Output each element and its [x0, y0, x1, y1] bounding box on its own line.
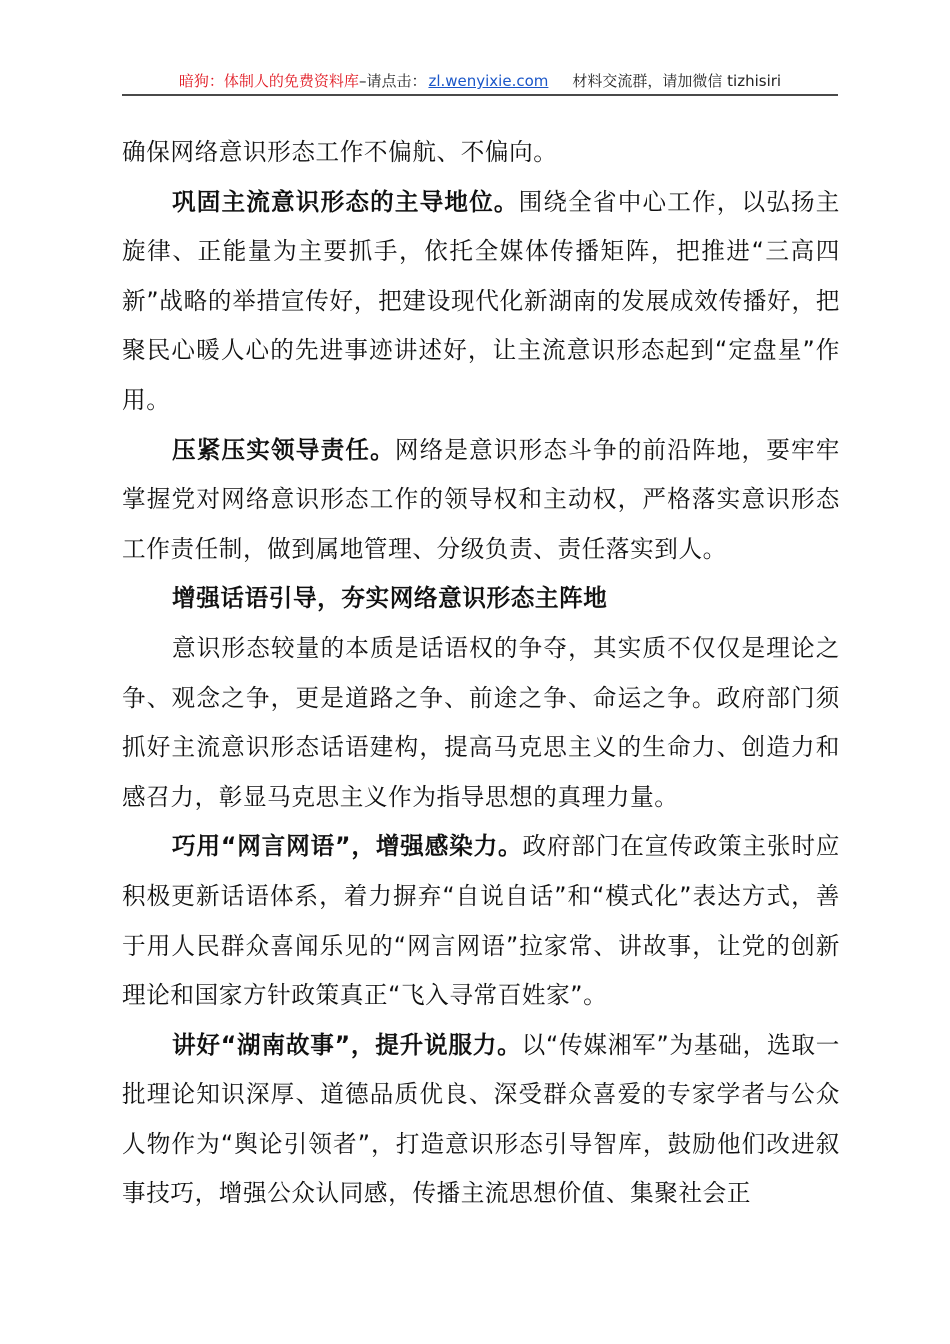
section-heading [122, 574, 840, 624]
paragraph-lead: 压紧压实领导责任。 [172, 435, 395, 464]
paragraph-text: 围绕全省中心工作，以弘扬主旋律、正能量为主要抓手，依托全媒体传播矩阵，把推进“三高四新”战略的举措宣传好，把建设现代化新湖南的发展成效传播好，把聚民心暖人心的先进事迹讲述好，让主流意识形态起到“定盘星”作用。 [122, 187, 840, 414]
paragraph-text: 政府部门在宣传政策主张时应积极更新话语体系，着力摒弃“自说自话”和“模式化”表达方式，善于用人民群众喜闻乐见的“网言网语”拉家常、讲故事，让党的创新理论和国家方针政策真正“飞入寻常百姓家”。 [122, 832, 840, 1010]
paragraph-text: 意识形态较量的本质是话语权的争夺，其实质不仅仅是理论之争、观念之争，更是道路之争、前途之争、命运之争。政府部门须抓好主流意识形态话语建构，提高马克思主义的生命力、创造力和感召力，彰显马克思主义作为指导思想的真理力量。 [122, 633, 840, 811]
paragraph-continuation [122, 128, 840, 178]
paragraph-discourse-power [122, 624, 840, 822]
header-brand: 暗狗：体制人的免费资料库 [178, 72, 359, 90]
header-link[interactable]: zl.wenyixie.com [428, 72, 549, 90]
header-contact: 材料交流群，请加微信 tizhisiri [572, 72, 782, 90]
paragraph-lead: 讲好“湖南故事”，提升说服力。 [172, 1030, 522, 1059]
paragraph-leadership-responsibility [122, 426, 840, 575]
section-heading-text: 增强话语引导，夯实网络意识形态主阵地 [172, 584, 608, 613]
paragraph-mainstream-ideology [122, 178, 840, 426]
document-body [122, 128, 840, 1219]
paragraph-text: 确保网络意识形态工作不偏航、不偏向。 [122, 138, 558, 166]
header-prompt: –请点击： [358, 72, 427, 90]
paragraph-text: 网络是意识形态斗争的前沿阵地，要牢牢掌握党对网络意识形态工作的领导权和主动权，严格落实意识形态工作责任制，做到属地管理、分级负责、责任落实到人。 [122, 435, 840, 563]
paragraph-lead: 巧用“网言网语”，增强感染力。 [172, 832, 523, 861]
paragraph-internet-language [122, 822, 840, 1020]
paragraph-lead: 巩固主流意识形态的主导地位。 [172, 187, 519, 216]
page-header [122, 68, 838, 96]
paragraph-text: 以“传媒湘军”为基础，选取一批理论知识深厚、道德品质优良、深受群众喜爱的专家学者与公众人物作为“舆论引领者”，打造意识形态引导智库，鼓励他们改进叙事技巧，增强公众认同感，传播主流思想价值、集聚社会正 [122, 1030, 840, 1208]
paragraph-hunan-stories [122, 1021, 840, 1219]
